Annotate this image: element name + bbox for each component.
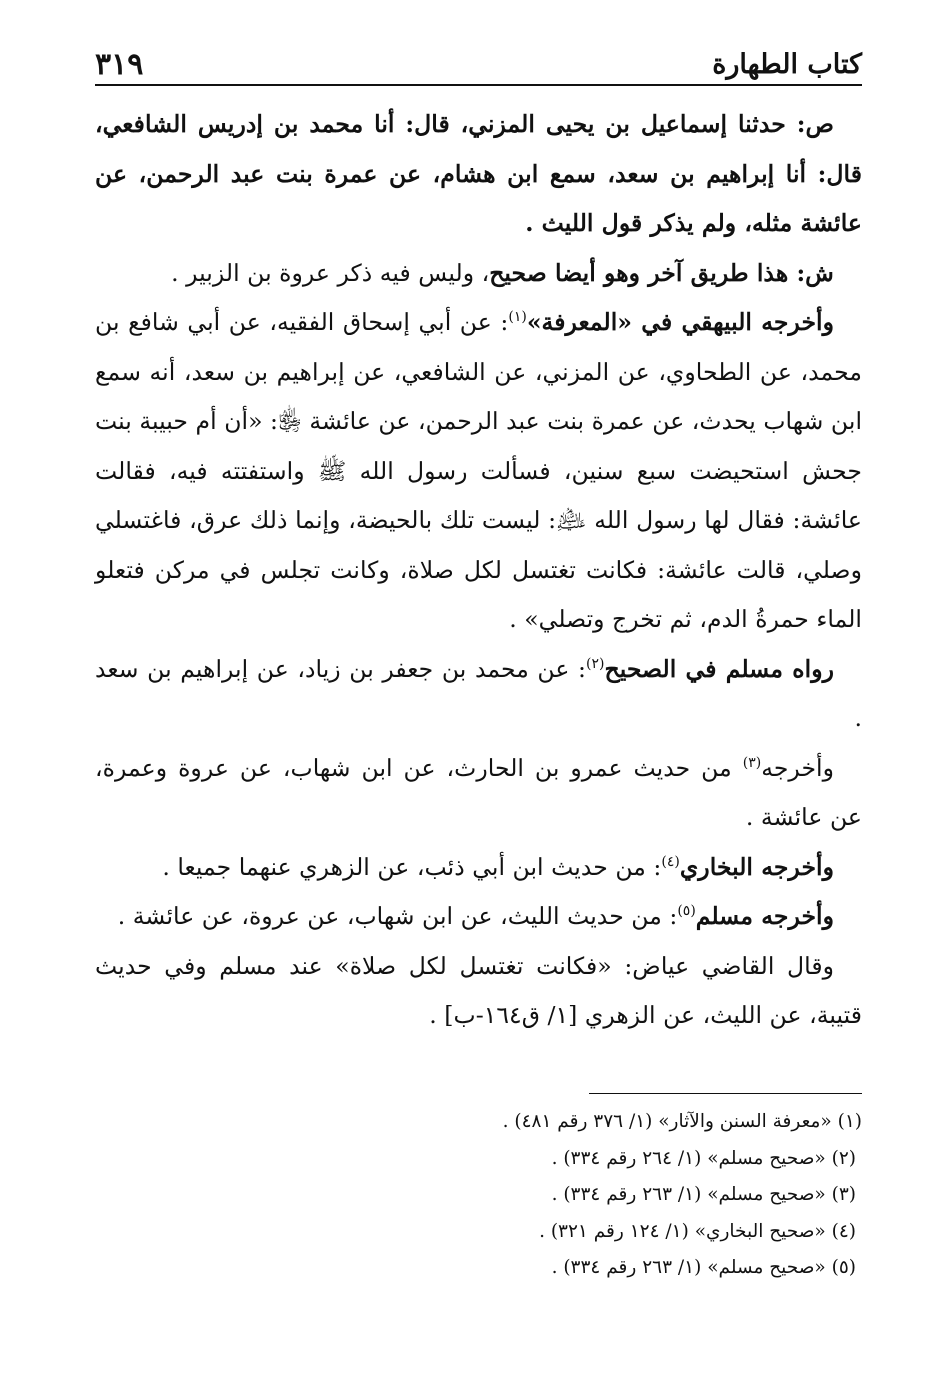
footnote-divider: [589, 1093, 862, 1094]
bayhaqi-rest: : عن أبي إسحاق الفقيه، عن أبي شافع بن محمد، عن الطحاوي، عن المزني، عن الشافعي، عن إبراهيم بن سعد، أنه سمع ابن شهاب يحدث، عن عمرة بنت عبد الرحمن، عن عائشة ﵂: «أن أم حبيبة بنت جحش استحيضت سبع سنين، فسألت رسول الله ﷺ واستفتته فيه، فقالت عائشة: فقال لها رسول الله ﵇: ليست تلك بالحيضة، وإنما ذلك عرق، فاغتسلي وصلي، قالت عائشة: فكانت تغتسل لكل صلاة، وكانت تجلس في مركن فتعلو الماء حمرةُ الدم، ثم تخرج وتصلي» .: [95, 308, 862, 633]
bukhari-lead: وأخرجه البخاري: [679, 852, 834, 881]
bayhaqi-lead: وأخرجه البيهقي في «المعرفة»: [526, 308, 834, 336]
footnote-3: (٣) «صحيح مسلم» (١/ ٢٦٣ رقم ٣٣٤) .: [551, 1184, 856, 1205]
paragraph-qadi-iyad: وقال القاضي عياض: «فكانت تغتسل لكل صلاة» عند مسلم وفي حديث قتيبة، عن الليث، عن الزهري [١/ ق١٦٤-ب] .: [95, 951, 862, 1029]
akhrajahu-lead: وأخرجه: [761, 753, 834, 782]
footnote-2: (٢) «صحيح مسلم» (١/ ٢٦٤ رقم ٣٣٤) .: [551, 1147, 856, 1169]
footnote-5: (٥) «صحيح مسلم» (١/ ٢٦٣ رقم ٣٣٤) .: [551, 1257, 856, 1278]
footnote-ref-3: (٣): [742, 754, 762, 771]
footnote-ref-2: (٢): [586, 655, 605, 672]
footnote-ref-4: (٤): [661, 853, 680, 870]
paragraph-sad: ص: حدثنا إسماعيل بن يحيى المزني، قال: أنا محمد بن إدريس الشافعي، قال: أنا إبراهيم بن سعد، سمع ابن هشام، عن عمرة بنت عبد الرحمن، عن عائشة مثله، ولم يذكر قول الليث .: [95, 110, 862, 237]
muslim-sahih-rest: : عن محمد بن جعفر بن زياد، عن إبراهيم بن سعد .: [95, 654, 862, 732]
muslim-rest: : من حديث الليث، عن ابن شهاب، عن عروة، عن عائشة .: [117, 902, 678, 930]
footnote-4: (٤) «صحيح البخاري» (١/ ١٢٤ رقم ٣٢١) .: [539, 1220, 856, 1242]
paragraph-akhrajahu: [95, 744, 862, 843]
main-text: [95, 100, 862, 1041]
paragraph-bukhari: [95, 843, 862, 893]
page-header: [95, 38, 862, 86]
footnote-ref-1: (١): [508, 309, 527, 326]
footnotes: [95, 1104, 862, 1287]
sharh-rest: ، وليس فيه ذكر عروة بن الزبير .: [171, 258, 490, 287]
akhrajahu-rest: من حديث عمرو بن الحارث، عن ابن شهاب، عن عروة وعمرة، عن عائشة .: [95, 753, 862, 831]
muslim-sahih-lead: رواه مسلم في الصحيح: [604, 654, 834, 683]
footnote-ref-5: (٥): [677, 903, 696, 920]
paragraph-bayhaqi: [95, 298, 862, 645]
paragraph-sharh: [95, 249, 862, 299]
paragraph-muslim: [95, 892, 862, 942]
sharh-lead: ش: هذا طريق آخر وهو أيضا صحيح: [489, 258, 834, 287]
paragraph-muslim-sahih: [95, 645, 862, 744]
bukhari-rest: : من حديث ابن أبي ذئب، عن الزهري عنهما جميعا .: [162, 852, 662, 881]
chapter-title: كتاب الطهارة: [712, 49, 862, 80]
footnote-1: (١) «معرفة السنن والآثار» (١/ ٣٧٦ رقم ٤٨١) .: [502, 1111, 862, 1132]
muslim-lead: وأخرجه مسلم: [695, 902, 834, 930]
page-number: ٣١٩: [95, 47, 144, 82]
